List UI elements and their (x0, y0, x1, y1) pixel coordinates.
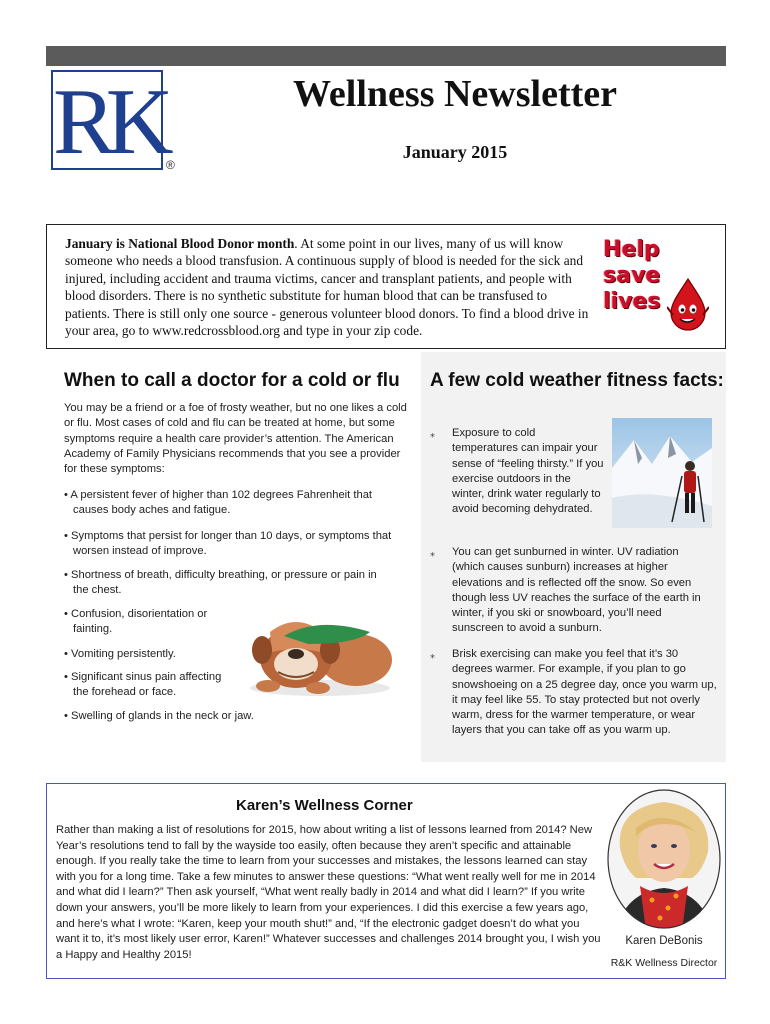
fact-bullet: ⁎ (430, 429, 435, 440)
symptom-line: fainting. (73, 623, 113, 636)
symptom-item (64, 670, 244, 701)
symptom-item (64, 488, 414, 519)
symptom-line: causes body aches and fatigue. (73, 504, 231, 517)
fact-bullet: ⁎ (430, 650, 435, 661)
fitness-fact: Brisk exercising can make you feel that it’s 30 degrees warmer. For example, if you plan to go snowshoeing on a 25 degree day, once you warm up, it may feel like 55. To stay protected but not overly warm, dress for the warmer temperature, or wear layers that you can take off as you warm up. (452, 648, 717, 737)
blood-drop-icon (667, 277, 709, 333)
help-save-lives-art (603, 235, 713, 335)
symptom-item (64, 709, 414, 724)
blood-donor-body: . At some point in our lives, many of us will know someone who needs a blood transfusion. A continuous supply of blood is needed for the sick and injured, including accident and trauma victims, cancer and transplant patients, and people with blood disorders. There is no synthetic substitute for human blood that can be transfused to patients. There is still only one source - generous volunteer blood donors. To find a blood drive in your area, go to www.redcrossblood.org and type in your zip code. (65, 236, 589, 339)
blood-donor-box (46, 224, 726, 349)
symptom-line: • Significant sinus pain affecting (64, 671, 222, 683)
doctor-section-title: When to call a doctor for a cold or flu (64, 370, 400, 391)
newsletter-date: January 2015 (402, 142, 508, 162)
symptom-line: the forehead or face. (73, 686, 177, 699)
lives-word: lives (603, 289, 661, 314)
blood-donor-text (65, 235, 595, 339)
newsletter-title: Wellness Newsletter (293, 73, 617, 115)
symptom-item (64, 607, 244, 638)
blood-donor-lead: January is National Blood Donor month (65, 236, 295, 251)
karen-corner-text: Rather than making a list of resolutions for 2015, how about writing a list of lessons learned from 2014? New Year’s resolutions tend to fall by the wayside too easily, often because they aren’t specific and attainable enough. If you really take the time to learn from your successes and mistakes, the lessons learned can stay with you for a long time. Take a few minutes to answer these questions: “What went really well for me in 2014 and what did I learn?” Then ask yourself, “What went really badly in 2014 and what did I learn?” If you write down your answers, you’ll be more likely to learn from your experiences. I did this exercise a few years ago, and here’s what I wrote: “Karen, keep your mouth shut!” and, “If the electronic gadget doesn’t do what you want it to, it’s most likely user error, Karen!” Whatever successes and challenges 2014 brought you, I wish you a Happy and Healthy 2015! (56, 824, 601, 961)
fitness-fact: You can get sunburned in winter. UV radiation (which causes sunburn) increases at higher elevations and is reflected off the snow. So even though less UV reaches the surface of the earth in winter, if you ski or snowboard, you’ll need sunscreen to avoid a sunburn. (452, 546, 701, 635)
symptom-line: • Swelling of glands in the neck or jaw. (64, 710, 254, 722)
header-bar (46, 46, 726, 66)
sick-bulldog-image (248, 602, 393, 698)
symptom-item (64, 647, 244, 662)
karen-role: R&K Wellness Director (610, 957, 718, 969)
symptom-line: • Vomiting persistently. (64, 648, 176, 660)
fitness-fact: Exposure to cold temperatures can impair your sense of “feeling thirsty.” If you exercise outdoors in the winter, drink water regularly to avoid becoming dehydrated. (452, 427, 604, 516)
symptom-line: • A persistent fever of higher than 102 degrees Fahrenheit that (64, 489, 373, 501)
doctor-intro: You may be a friend or a foe of frosty weather, but no one likes a cold or flu. Most cases of cold and flu can be treated at home, but some symptoms require a health care provider’s attention. The American Academy of Family Physicians recommends that you see a provider for these symptoms: (64, 402, 407, 476)
symptom-line: the chest. (73, 584, 122, 597)
symptom-item (64, 568, 414, 599)
karen-name: Karen DeBonis (625, 935, 703, 947)
symptom-item (64, 529, 414, 560)
help-save-lives-words (603, 237, 660, 315)
help-word: Help (603, 237, 660, 262)
symptom-line: • Symptoms that persist for longer than 10 days, or symptoms that (64, 530, 392, 542)
symptom-line: worsen instead of improve. (73, 545, 207, 558)
registered-mark: ® (166, 158, 175, 172)
karen-portrait (606, 788, 722, 930)
symptom-line: • Confusion, disorientation or (64, 608, 208, 620)
logo-text: RK (53, 70, 164, 174)
karen-corner-title: Karen’s Wellness Corner (236, 797, 413, 814)
fitness-section-title: A few cold weather fitness facts: (430, 370, 724, 391)
symptom-line: • Shortness of breath, difficulty breathing, or pressure or pain in (64, 569, 377, 581)
skier-photo (612, 418, 712, 528)
fact-bullet: ⁎ (430, 548, 435, 559)
save-word: save (603, 263, 661, 288)
rk-logo (51, 70, 164, 174)
